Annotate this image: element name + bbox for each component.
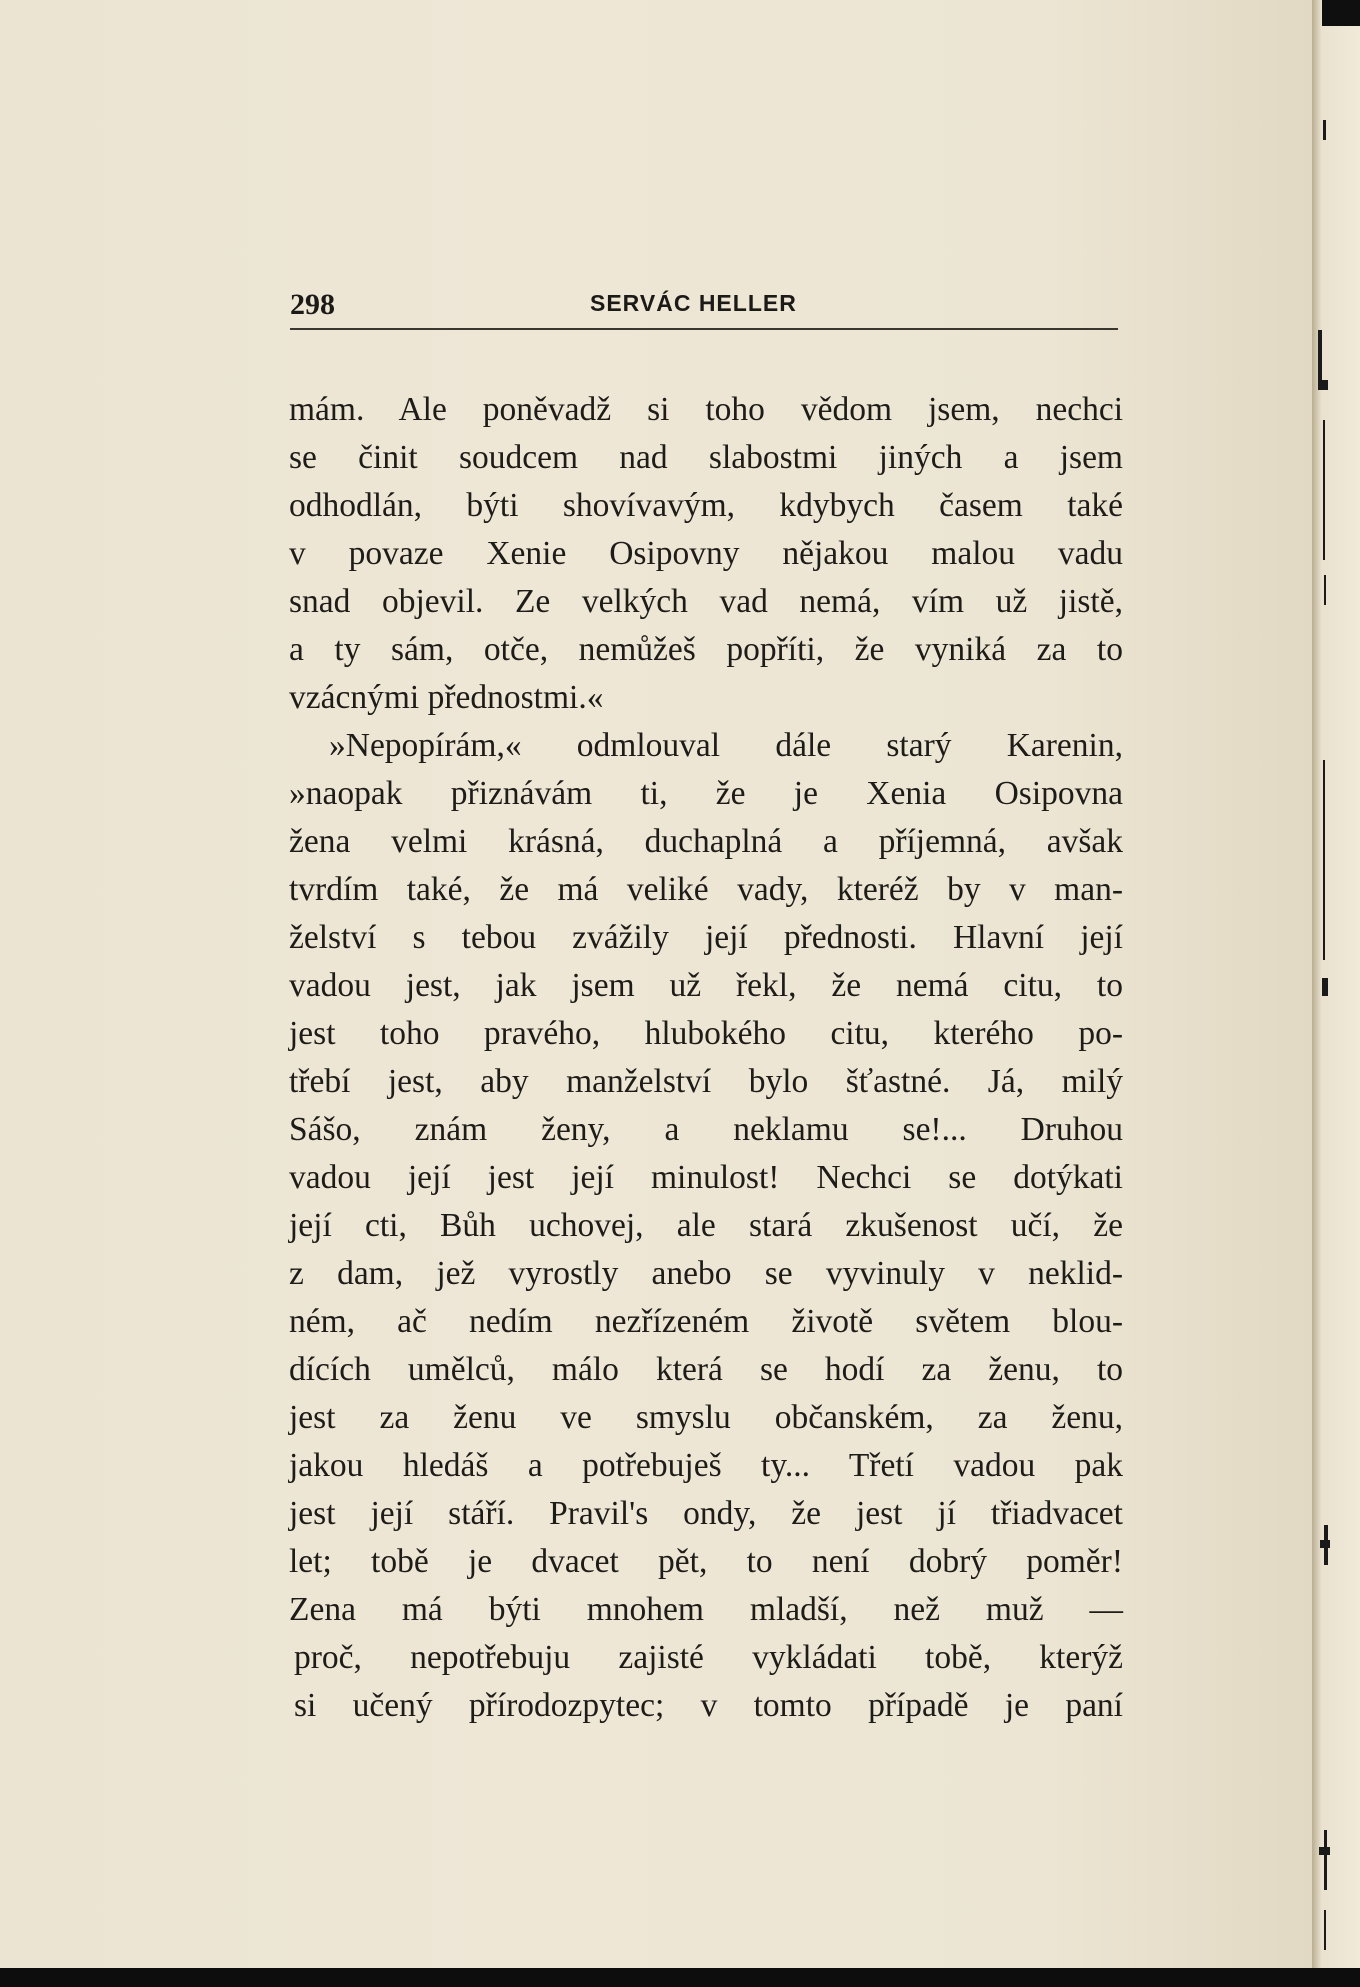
text-line: jest její stáří. Pravil's ondy, že jest jí třiadvacet (289, 1495, 1123, 1532)
text-line: proč, nepotřebuju zajisté vykládati tobě, kterýž (294, 1639, 1123, 1676)
text-line: Zena má býti mnohem mladší, než muž — (289, 1591, 1123, 1628)
text-line: její cti, Bůh uchovej, ale stará zkušenost učí, že (289, 1207, 1123, 1244)
edge-mark (1319, 1847, 1330, 1855)
text-line: žena velmi krásná, duchaplná a příjemná, avšak (289, 823, 1123, 860)
edge-mark (1324, 575, 1326, 605)
edge-mark (1322, 978, 1328, 996)
scan-corner (1322, 0, 1360, 26)
text-line: a ty sám, otče, nemůžeš popříti, že vyniká za to (289, 631, 1123, 668)
body-text (289, 386, 1123, 1730)
scan-bottom-edge (0, 1968, 1360, 1987)
text-line: jest toho pravého, hlubokého citu, kterého po- (289, 1015, 1123, 1052)
text-line: vzácnými přednostmi.« (289, 679, 604, 716)
edge-mark (1324, 1910, 1326, 1950)
text-line: snad objevil. Ze velkých vad nemá, vím už jistě, (289, 583, 1123, 620)
text-line: si učený přírodozpytec; v tomto případě je paní (294, 1687, 1123, 1724)
running-head: SERVÁC HELLER (590, 290, 797, 316)
text-line: »Nepopírám,« odmlouval dále starý Karenin, (329, 727, 1123, 764)
text-line: jest za ženu ve smyslu občanském, za ženu, (289, 1399, 1123, 1436)
text-line: »naopak přiznávám ti, že je Xenia Osipovna (289, 775, 1123, 812)
edge-mark (1320, 1540, 1330, 1548)
edge-mark (1323, 760, 1325, 960)
text-line: tvrdím také, že má veliké vady, kteréž by v man- (289, 871, 1123, 908)
text-line: želství s tebou zvážily její přednosti. Hlavní její (289, 919, 1123, 956)
text-line: vadou jest, jak jsem už řekl, že nemá citu, to (289, 967, 1123, 1004)
text-line: dících umělců, málo která se hodí za ženu, to (289, 1351, 1123, 1388)
edge-mark (1320, 380, 1328, 390)
edge-mark (1323, 420, 1325, 560)
text-line: let; tobě je dvacet pět, to není dobrý poměr! (289, 1543, 1123, 1580)
text-line: třebí jest, aby manželství bylo šťastné. Já, milý (289, 1063, 1123, 1100)
page-number: 298 (290, 288, 335, 321)
text-line: v povaze Xenie Osipovny nějakou malou vadu (289, 535, 1123, 572)
edge-mark (1323, 120, 1326, 140)
page-binding-edge (1312, 0, 1360, 1987)
text-line: ném, ač nedím nezřízeném životě světem blou- (289, 1303, 1123, 1340)
text-line: vadou její jest její minulost! Nechci se dotýkati (289, 1159, 1123, 1196)
text-line: Sášo, znám ženy, a neklamu se!... Druhou (289, 1111, 1123, 1148)
text-line: se činit soudcem nad slabostmi jiných a jsem (289, 439, 1123, 476)
text-line: mám. Ale poněvadž si toho vědom jsem, nechci (289, 391, 1123, 428)
text-line: odhodlán, býti shovívavým, kdybych časem také (289, 487, 1123, 524)
text-line: jakou hledáš a potřebuješ ty... Třetí vadou pak (289, 1447, 1123, 1484)
text-line: z dam, jež vyrostly anebo se vyvinuly v neklid- (289, 1255, 1123, 1292)
edge-mark (1324, 1830, 1327, 1890)
page-header (290, 280, 1118, 330)
